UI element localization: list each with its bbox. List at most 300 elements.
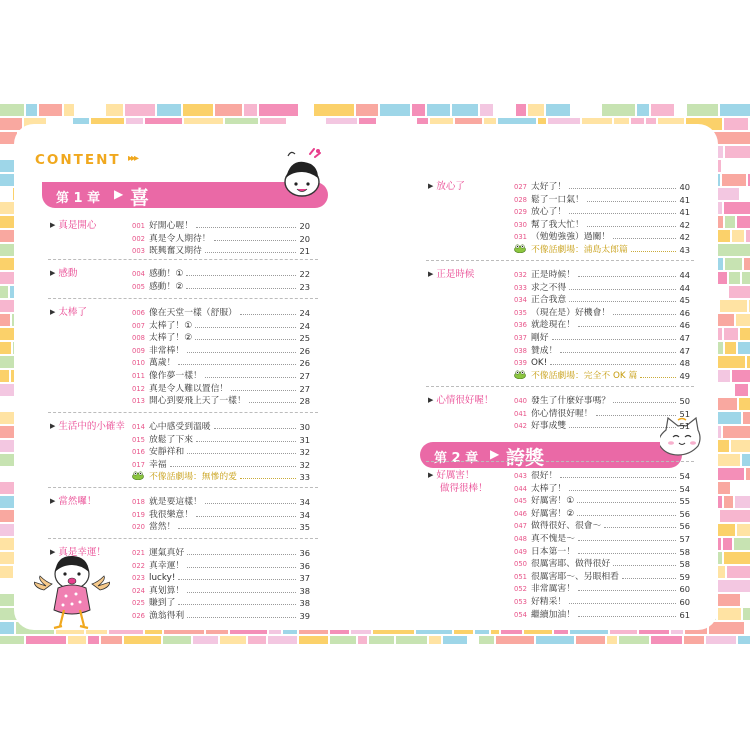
toc-entry[interactable] [132,268,310,281]
toc-entry[interactable] [132,332,310,345]
page-number: 33 [299,472,310,483]
entry-title: 好事成雙 [531,421,567,432]
page-number: 38 [299,598,310,609]
page-number: 22 [299,269,310,279]
theme-label: 當然囉！ [58,496,97,507]
mosaic-tile [369,636,394,644]
dot-leader [587,226,677,227]
toc-entry[interactable] [514,345,690,358]
mosaic-tile [720,300,747,312]
theme-label: 真是開心 [58,220,97,231]
toc-entry[interactable] [514,219,690,232]
mosaic-tile [602,104,635,116]
mosaic-tile [259,104,298,116]
mosaic-tile [720,510,750,522]
mosaic-tile [717,566,725,578]
theme-label: 太棒了 [58,307,87,318]
dot-leader [187,554,296,555]
page-number: 47 [679,333,690,343]
entry-title: 當然！ [149,522,176,533]
entry-title: 非常厲害！ [531,584,575,595]
page-number: 44 [679,270,690,280]
page-number: 56 [679,521,690,532]
dot-leader [560,352,676,353]
mosaic-tile [723,538,732,550]
entry-number: 040 [514,397,527,405]
mosaic-tile [743,608,750,620]
dot-leader [240,478,296,479]
toc-entry[interactable] [132,383,310,396]
entry-number: 036 [514,321,527,330]
entry-title: 好厲害！② [531,508,575,519]
entry-title: 不像話劇場：浦島太郎篇 [531,245,628,255]
toc-entry[interactable] [132,459,310,472]
entry-title: 就趁現在！ [531,320,575,331]
toc-entry[interactable] [514,294,690,307]
mosaic-tile [724,202,750,214]
toc-entry[interactable] [514,395,690,408]
mosaic-tile [412,104,425,116]
page-number: 59 [679,571,690,582]
theme-label: 感動 [58,268,78,279]
dot-leader [569,289,676,290]
mosaic-tile [724,118,748,130]
entry-title: 萬歲！ [149,358,176,369]
entry-number: 030 [514,220,527,229]
toc-entry[interactable] [132,521,310,534]
page-number: 54 [679,471,690,481]
entry-number: 041 [514,409,527,418]
mosaic-tile [356,104,378,116]
page-number: 54 [679,483,690,494]
toc-entry[interactable] [132,572,310,585]
dot-leader [196,516,296,517]
entry-title: 日本第一！ [531,546,575,557]
mosaic-tile [734,538,750,550]
entry-number: 001 [132,222,145,230]
dot-leader [205,377,297,378]
mosaic-tile [739,398,750,410]
mosaic-tile [314,104,354,116]
page-number: 58 [679,546,690,557]
mosaic-tile [546,104,570,116]
toc-entry[interactable] [132,220,310,233]
entry-number: 018 [132,498,145,506]
mosaic-tile [88,636,99,644]
entry-number: 017 [132,460,145,469]
mosaic-tile [215,104,242,116]
theme-bullet-icon: ▶ [50,221,56,229]
toc-entry[interactable] [514,231,690,244]
chapter-2-arrow-icon: ▶ [490,447,500,461]
toc-special-entry[interactable] [514,370,690,383]
entry-number: 010 [132,359,145,368]
page-number: 56 [679,508,690,519]
toc-entry[interactable] [514,596,690,609]
dot-leader [205,503,297,504]
entry-number: 008 [132,334,145,343]
page-number: 27 [299,383,310,394]
entry-number: 026 [132,612,145,620]
toc-entry[interactable] [132,547,310,560]
dot-leader [569,188,676,189]
mosaic-tile [572,104,600,116]
dot-leader [214,428,297,429]
entry-number: 002 [132,234,145,243]
mosaic-tile [358,636,367,644]
entry-title: lucky! [149,573,176,584]
mosaic-tile [732,370,750,382]
entry-title: 幫了我大忙！ [531,219,584,230]
page-number: 45 [679,295,690,306]
mosaic-tile [724,552,750,564]
entry-title: 漁翁得利 [149,611,185,621]
mosaic-tile [719,286,727,298]
mosaic-tile [248,636,266,644]
mosaic-tile [0,370,9,382]
entry-title: 很厲害耶、做得很好 [531,559,611,570]
toc-entry[interactable] [132,357,310,370]
entry-title: 太棒了！ [531,483,567,494]
mosaic-tile [443,636,467,644]
entry-title: 正是時候！ [531,270,575,280]
entry-title: 剛好 [531,333,549,343]
mosaic-tile [742,454,750,466]
frog-icon [514,370,526,379]
page-number: 34 [299,509,310,520]
toc-entry[interactable] [514,332,690,345]
mosaic-tile [729,272,740,284]
chapter-1-name: 喜 [130,187,150,209]
mosaic-tile [727,566,750,578]
mosaic-tile [723,426,750,438]
toc-entry[interactable] [514,269,690,282]
entry-title: 既興奮又期待 [149,246,202,257]
page-number: 47 [679,345,690,356]
page-number: 55 [679,496,690,507]
theme-bullet-icon: ▶ [428,270,434,278]
entry-title: （現在是）好機會！ [531,307,611,318]
mosaic-tile [676,104,685,116]
mosaic-tile [737,216,750,228]
entry-title: 鬆了一口氣！ [531,194,584,205]
toc-entry[interactable] [514,558,690,571]
dot-leader [613,238,676,239]
mosaic-tile [101,636,122,644]
entry-title: 不像話劇場：無慘的愛 [149,472,237,483]
entry-number: 033 [514,283,527,292]
mosaic-tile [496,636,534,644]
toc-entry[interactable] [132,560,310,573]
dot-leader [596,415,677,416]
entry-title: 安靜祥和 [149,447,185,458]
entry-title: 做得很好、很會～ [531,521,602,532]
mosaic-tile [330,636,356,644]
section-theme [50,267,77,280]
mosaic-tile [744,258,750,270]
entry-title: 非常棒！ [149,345,185,356]
entry-number: 051 [514,572,527,581]
toc-entry[interactable] [514,533,690,546]
entry-number: 006 [132,309,145,317]
mosaic-tile [724,328,738,340]
toc-entry[interactable] [132,421,310,434]
entry-title: 運氣真好 [149,548,185,558]
dot-leader [569,603,676,604]
page-number: 34 [299,497,310,507]
toc-entry[interactable] [514,206,690,219]
dot-leader [569,427,676,428]
dot-leader [631,251,677,252]
entry-title: 很厲害耶～、另眼相看 [531,571,619,582]
mosaic-tile [743,412,750,424]
entry-number: 027 [514,183,527,191]
entry-title: 好精采！ [531,597,567,607]
entry-number: 039 [514,359,527,368]
page-number: 21 [299,246,310,257]
toc-entry[interactable] [132,585,310,598]
toc-entry[interactable] [514,609,690,622]
page-number: 20 [299,233,310,244]
toc-entry[interactable] [514,282,690,295]
mosaic-tile [715,244,750,256]
toc-entry[interactable] [132,245,310,258]
entry-number: 032 [514,271,527,279]
entry-title: 不像話劇場：完全不 OK 篇 [531,370,638,381]
entry-number: 053 [514,598,527,606]
mosaic-tile [576,636,605,644]
frog-icon [132,471,144,480]
entry-title: 太棒了！② [149,333,193,344]
mosaic-tile [684,636,704,644]
dot-leader [186,288,296,289]
entry-number: 024 [132,586,145,595]
page-number: 39 [299,611,310,621]
mosaic-tile [0,622,14,634]
entry-number: 009 [132,346,145,355]
toc-entry[interactable] [132,345,310,358]
mosaic-tile [737,524,750,536]
mosaic-tile [0,104,24,116]
section-divider [426,461,694,462]
entry-number: 028 [514,195,527,204]
theme-label: 做得很棒！ [440,483,488,494]
toc-special-entry[interactable] [132,471,310,484]
dot-leader [196,227,296,228]
dot-leader [178,528,296,529]
page-number: 49 [679,370,690,381]
toc-entry[interactable] [132,307,310,320]
mosaic-tile [607,636,617,644]
dot-leader [178,604,296,605]
dot-leader [240,314,296,315]
page-number: 46 [679,307,690,318]
toc-entry[interactable] [514,307,690,320]
entry-title: 心中感受到溫暖 [149,422,211,432]
toc-entry[interactable] [132,233,310,246]
entry-title: 正合我意 [531,295,567,306]
dot-leader [587,201,677,202]
mosaic-tile [742,594,750,606]
entry-title: 你心情很好喔！ [531,408,593,419]
entry-title: 感動！① [149,269,184,279]
toc-entry[interactable] [514,420,690,433]
mosaic-tile [725,216,735,228]
toc-entry[interactable] [514,181,690,194]
page-frame [0,104,750,644]
mosaic-tile [0,286,8,298]
toc-entry[interactable] [132,370,310,383]
section-divider [48,259,318,260]
mosaic-tile [396,636,427,644]
mascot-head-icon [280,148,328,200]
toc-entry[interactable] [514,508,690,521]
theme-label: 心情很好喔！ [436,395,494,406]
mosaic-tile [106,104,123,116]
toc-entry[interactable] [132,496,310,509]
entry-title: 像在天堂一樣（舒服） [149,308,237,318]
page-number: 23 [299,281,310,292]
section-theme [428,268,474,281]
mosaic-tile [637,104,649,116]
toc-entry[interactable] [132,446,310,459]
entry-number: 050 [514,560,527,569]
entry-title: OK! [531,358,548,369]
section-theme [50,495,96,508]
chapter-1-arrow-icon: ▶ [114,187,124,201]
toc-entry[interactable] [514,194,690,207]
dot-leader [613,314,676,315]
entry-number: 048 [514,535,527,543]
entry-number: 007 [132,321,145,330]
mosaic-tile [300,104,312,116]
entry-number: 023 [132,574,145,583]
entry-title: 像作夢一樣！ [149,371,202,381]
dot-leader [187,617,296,618]
toc-entry[interactable] [132,395,310,408]
toc-entry[interactable] [514,319,690,332]
entry-title: 放鬆了下來 [149,434,193,445]
page-number: 51 [679,421,690,432]
entry-title: 真不愧是～ [531,534,575,544]
entry-title: 真划算！ [149,585,185,596]
page-number: 26 [299,358,310,369]
page-number: 57 [679,534,690,544]
mosaic-tile [732,230,744,242]
mosaic-tile [723,160,750,172]
entry-number: 047 [514,522,527,531]
content-panel [14,124,718,630]
mosaic-tile [68,636,86,644]
toc-entry[interactable] [514,470,690,483]
toc-entry[interactable] [514,546,690,559]
toc-entry[interactable] [514,483,690,496]
toc-entry[interactable] [132,320,310,333]
theme-bullet-icon: ▶ [50,308,56,316]
entry-title: 好厲害！① [531,496,575,507]
entry-title: 我很樂意！ [149,509,193,520]
mosaic-tile [736,314,750,326]
title-arrows-icon: ▸▸▸ [128,153,138,164]
toc-entry[interactable] [132,509,310,522]
page-number: 25 [299,333,310,344]
toc-entry[interactable] [514,357,690,370]
entry-number: 013 [132,397,145,406]
entry-number: 012 [132,384,145,393]
page-number: 48 [679,358,690,369]
toc-entry[interactable] [132,434,310,447]
toc-entry[interactable] [132,281,310,294]
dot-leader [577,502,676,503]
entry-title: 贊成！ [531,345,558,356]
mosaic-tile [729,286,750,298]
mosaic-tile [193,636,218,644]
entry-number: 034 [514,296,527,305]
theme-label: 正是時候 [436,269,475,280]
toc-entry[interactable] [514,520,690,533]
page-number: 24 [299,320,310,331]
dot-leader [187,592,296,593]
mosaic-tile [479,636,494,644]
section-theme [428,469,488,495]
page-number: 40 [679,182,690,192]
entry-title: 很好！ [531,471,558,481]
toc-entry[interactable] [514,571,690,584]
mosaic-tile [536,636,574,644]
entry-number: 035 [514,308,527,317]
theme-bullet-icon: ▶ [50,269,56,277]
dot-leader [231,390,296,391]
entry-title: 太好了！ [531,182,567,192]
page-number: 43 [679,245,690,255]
mosaic-tile [0,118,22,130]
dot-leader [560,477,676,478]
dot-leader [249,402,297,403]
mosaic-tile [380,104,410,116]
mosaic-tile [722,174,746,186]
section-divider [48,487,318,488]
toc-entry[interactable] [132,610,310,623]
page-number: 46 [679,320,690,331]
mosaic-tile [0,314,10,326]
page-number: 28 [299,396,310,407]
mosaic-tile [706,636,736,644]
mosaic-tile [0,566,13,578]
dot-leader [640,377,676,378]
page-number: 44 [679,282,690,293]
toc-entry[interactable] [514,495,690,508]
page-number: 26 [299,345,310,356]
toc-special-entry[interactable] [514,244,690,257]
entry-title: 真幸運！ [149,560,185,571]
mosaic-tile [735,384,748,396]
dot-leader [187,352,296,353]
mosaic-tile [709,622,744,634]
mosaic-tile [39,104,62,116]
dot-leader [178,579,296,580]
mosaic-tile [732,482,750,494]
toc-entry[interactable] [514,408,690,421]
entry-title: 開心到要飛上天了一樣！ [149,396,246,407]
mosaic-tile [268,636,297,644]
mosaic-tile [0,244,14,256]
section-theme [428,394,493,407]
toc-entry[interactable] [514,583,690,596]
page-number: 24 [299,308,310,318]
toc-entry[interactable] [132,597,310,610]
page-number: 27 [299,371,310,381]
section-divider [48,298,318,299]
